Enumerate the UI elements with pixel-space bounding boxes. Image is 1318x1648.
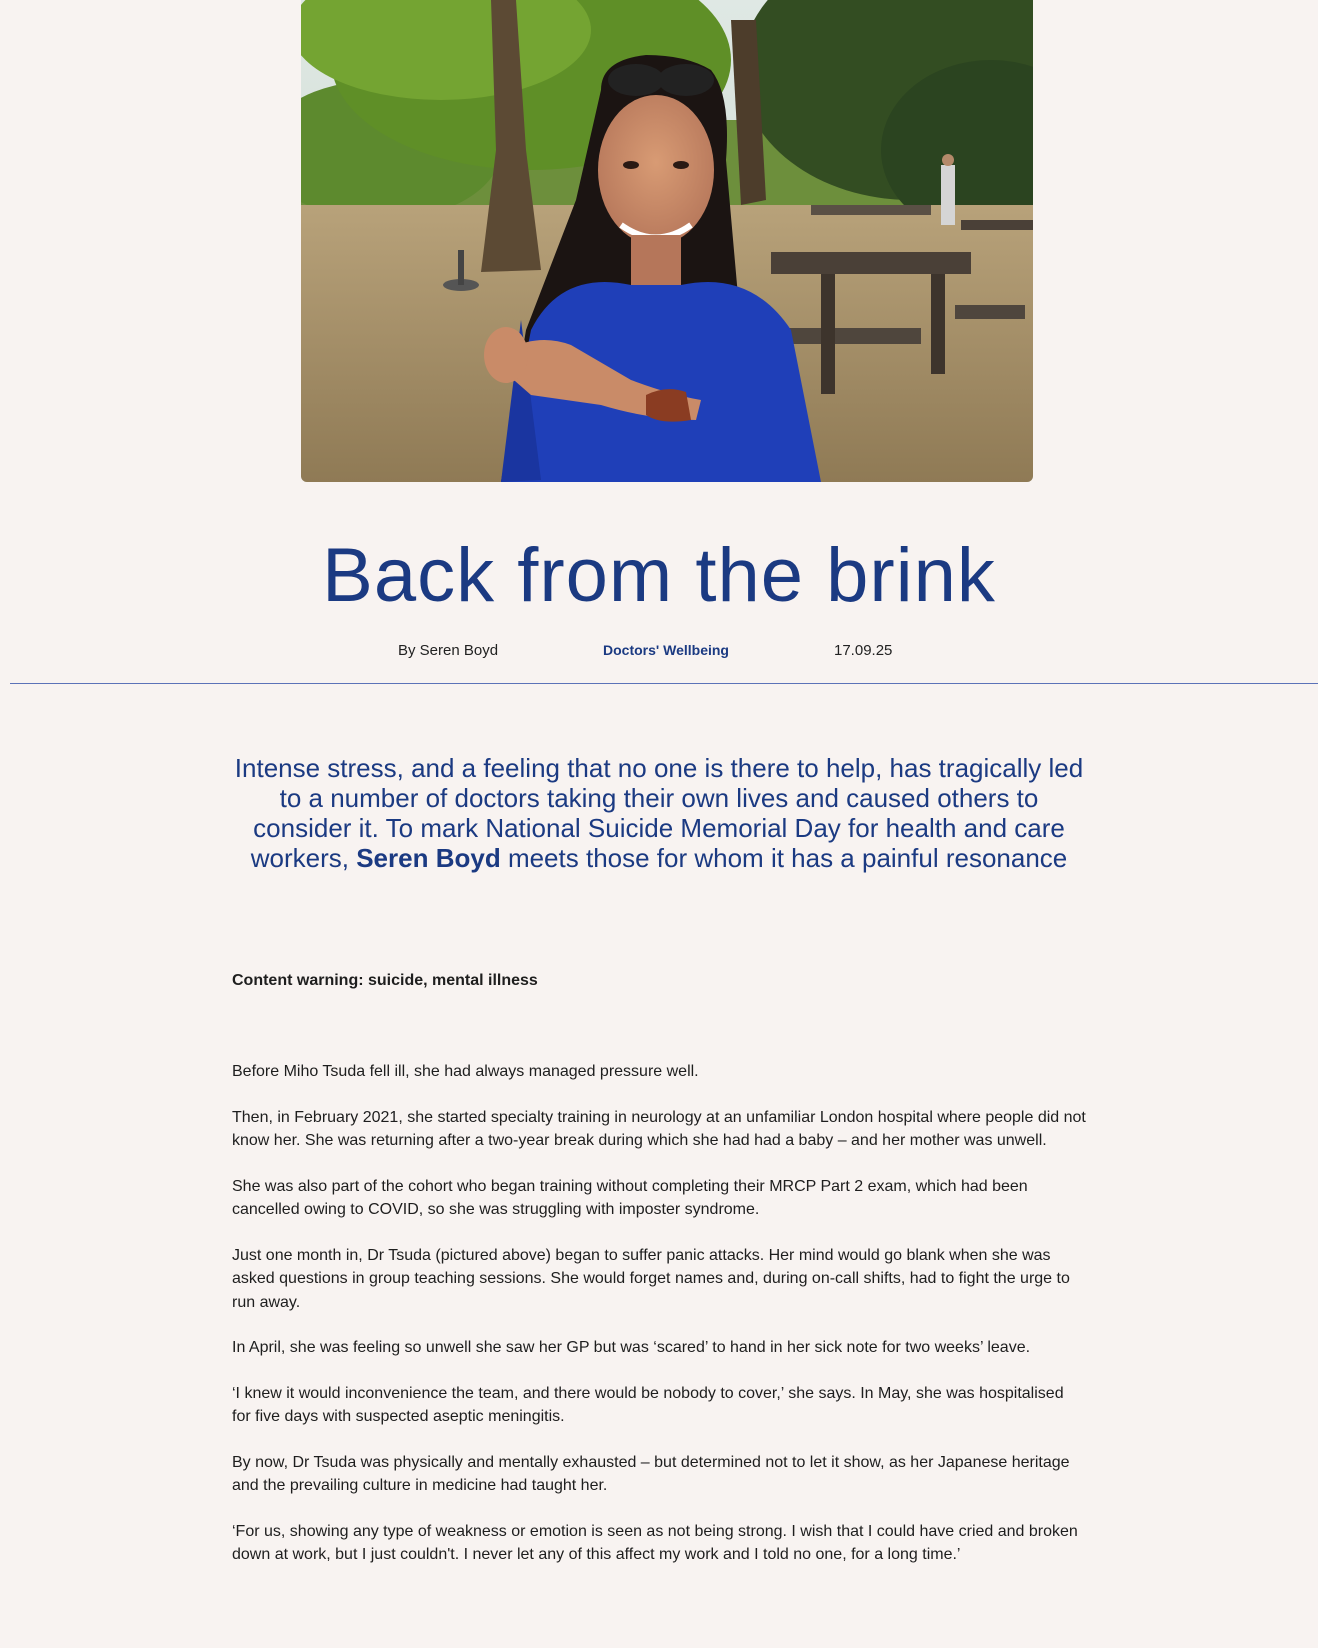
article-paragraph: She was also part of the cohort who began training without completing their MRCP Part 2 exam, which had been cancelled owing to COVID, so she was struggling with imposter syndrome.: [232, 1177, 1028, 1218]
article-paragraph: Just one month in, Dr Tsuda (pictured above) began to suffer panic attacks. Her mind would go blank when she was asked questions in group teaching sessions. She would forget names and, during on-call shifts, had to fight the urge to run away.: [232, 1246, 1070, 1311]
hero-photo: [301, 0, 1033, 482]
hero-image: [301, 0, 1033, 482]
divider: [10, 683, 1318, 684]
article-date: 17.09.25: [834, 642, 893, 659]
article-title: Back from the brink: [322, 533, 996, 618]
article-paragraph: Then, in February 2021, she started specialty training in neurology at an unfamiliar London hospital where people did not know her. She was returning after a two-year break during which she had had a baby – and her mother was unwell.: [232, 1108, 1086, 1149]
standfirst-text-start: Intense stress, and a feeling that no one is there to help, has tragically led to a number of doctors taking their own lives and caused others to consider it. To mark National Suicide Memorial Day for health and care workers,: [234, 753, 1084, 873]
article-standfirst: [232, 753, 1086, 873]
article-category-link[interactable]: Doctors' Wellbeing: [603, 642, 729, 658]
article-author: By Seren Boyd: [398, 642, 499, 659]
article-paragraph: In April, she was feeling so unwell she saw her GP but was ‘scared’ to hand in her sick note for two weeks’ leave.: [232, 1339, 1031, 1356]
content-warning: Content warning: suicide, mental illness: [232, 972, 538, 989]
article-body: [232, 1060, 1086, 1589]
article-paragraph: By now, Dr Tsuda was physically and mentally exhausted – but determined not to let it show, as her Japanese heritage and the prevailing culture in medicine had taught her.: [232, 1453, 1070, 1494]
article-meta: [0, 642, 1318, 662]
article-paragraph: ‘I knew it would inconvenience the team, and there would be nobody to cover,’ she says. In May, she was hospitalised for five days with suspected aseptic meningitis.: [232, 1384, 1064, 1425]
article-paragraph: Before Miho Tsuda fell ill, she had always managed pressure well.: [232, 1063, 699, 1080]
article-paragraph: ‘For us, showing any type of weakness or emotion is seen as not being strong. I wish that I could have cried and broken down at work, but I just couldn't. I never let any of this affect my work and I told no one, for a long time.’: [232, 1522, 1078, 1563]
standfirst-author-name: Seren Boyd: [356, 843, 501, 873]
standfirst-text-end: meets those for whom it has a painful resonance: [500, 843, 1068, 873]
